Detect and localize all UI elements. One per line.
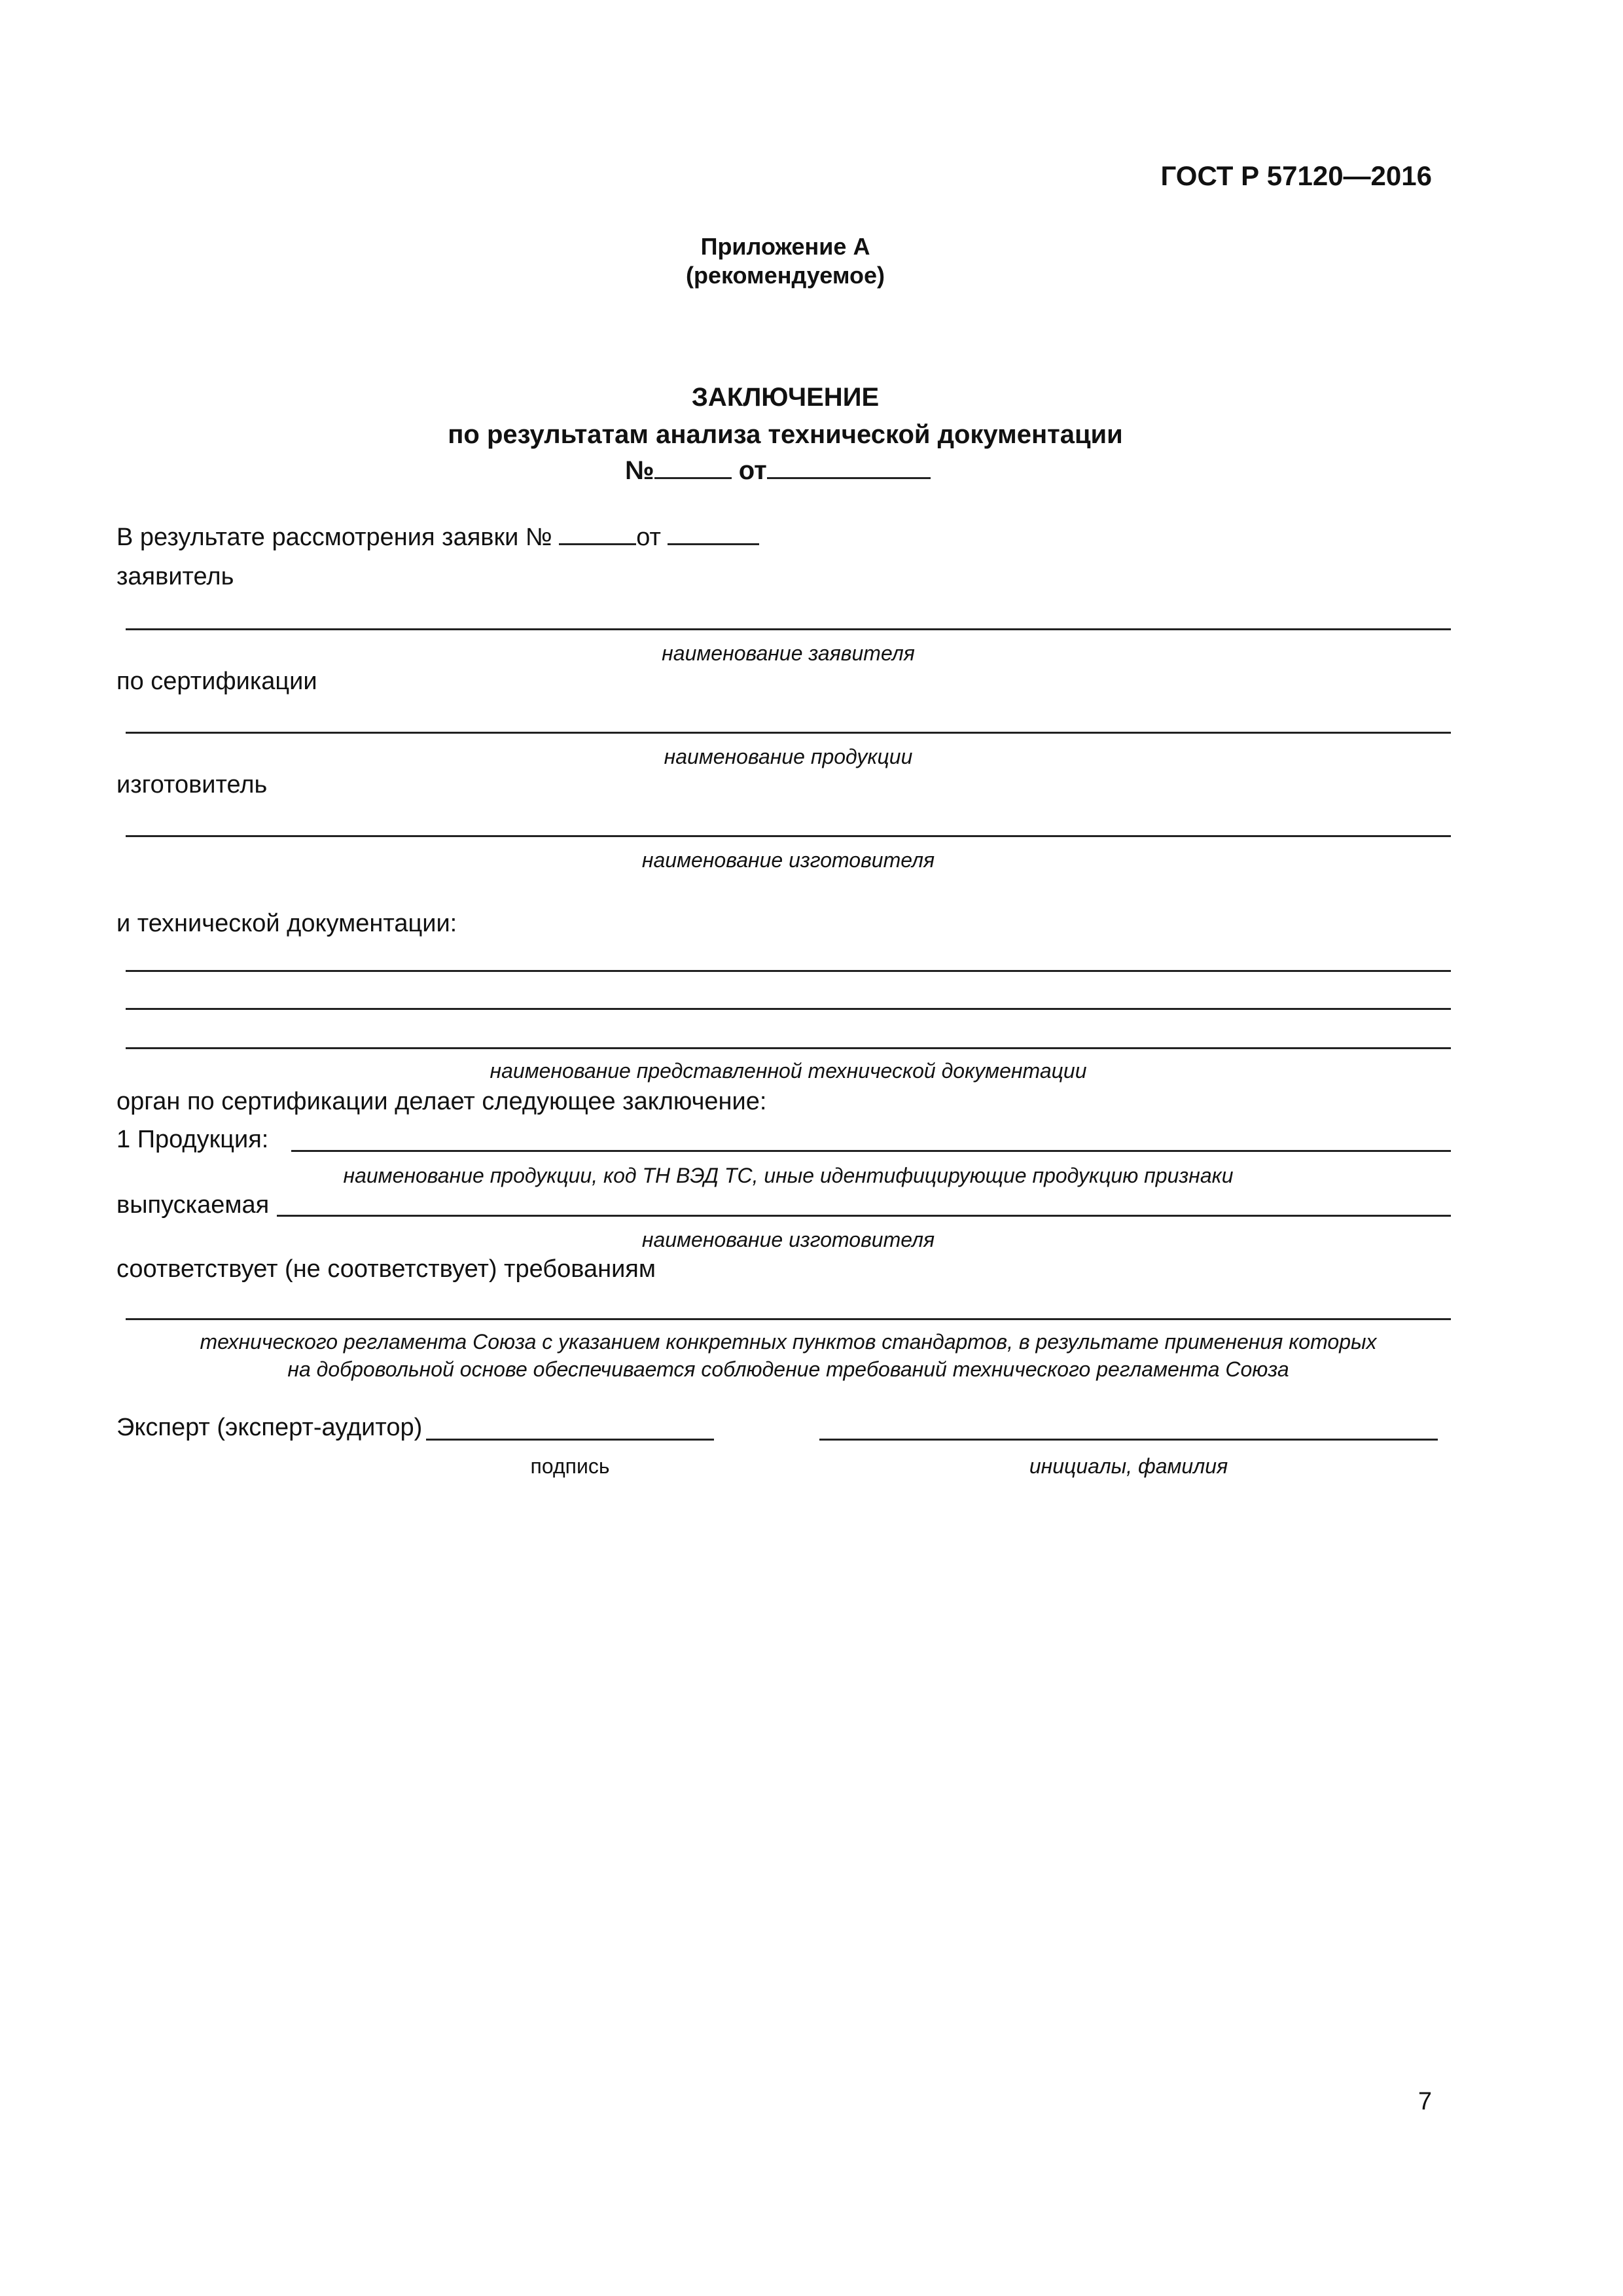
applicant-caption: наименование заявителя — [662, 641, 915, 665]
date-field[interactable] — [767, 477, 931, 479]
application-number-field[interactable] — [559, 543, 636, 545]
techdoc-field-2[interactable] — [126, 1008, 1451, 1010]
manufacturer-caption: наименование изготовителя — [641, 848, 935, 872]
annex-status: (рекомендуемое) — [686, 262, 885, 289]
product-field[interactable] — [126, 732, 1451, 734]
regulation-field[interactable] — [126, 1318, 1451, 1320]
application-line — [116, 524, 759, 552]
conformity-label: соответствует (не соответствует) требованиям — [116, 1255, 656, 1283]
document-subtitle: по результатам анализа технической документации — [448, 420, 1123, 449]
page-number: 7 — [1418, 2088, 1432, 2115]
applicant-label: заявитель — [116, 563, 234, 590]
application-date-field[interactable] — [668, 543, 759, 545]
application-from-label: от — [636, 524, 661, 551]
expert-label: Эксперт (эксперт-аудитор) — [116, 1414, 423, 1441]
application-label: В результате рассмотрения заявки № — [116, 524, 552, 551]
techdoc-caption: наименование представленной технической документации — [490, 1059, 1087, 1083]
regulation-caption-line2: на добровольной основе обеспечивается соблюдение требований технического регламента Союза — [287, 1357, 1289, 1381]
number-label: № — [625, 456, 654, 485]
number-field[interactable] — [654, 477, 732, 479]
annex-title: Приложение А — [700, 233, 870, 260]
issued-field[interactable] — [277, 1215, 1451, 1217]
manufacturer-field[interactable] — [126, 835, 1451, 837]
item1-product-field[interactable] — [291, 1150, 1451, 1152]
issued-caption: наименование изготовителя — [641, 1228, 935, 1251]
techdoc-field-1[interactable] — [126, 970, 1451, 972]
body-conclusion: орган по сертификации делает следующее заключение: — [116, 1088, 767, 1115]
name-field[interactable] — [819, 1439, 1438, 1441]
item1-caption: наименование продукции, код ТН ВЭД ТС, иные идентифицирующие продукцию признаки — [343, 1164, 1234, 1187]
document-title: ЗАКЛЮЧЕНИЕ — [691, 383, 880, 412]
certification-label: по сертификации — [116, 668, 317, 695]
signature-caption: подпись — [530, 1454, 610, 1478]
standard-code: ГОСТ Р 57120—2016 — [1160, 160, 1432, 191]
signature-field[interactable] — [426, 1439, 714, 1441]
issued-label: выпускаемая — [116, 1191, 270, 1219]
applicant-field[interactable] — [126, 628, 1451, 630]
regulation-caption-line1: технического регламента Союза с указанием конкретных пунктов стандартов, в результате применения которых — [200, 1330, 1377, 1354]
product-caption: наименование продукции — [664, 745, 913, 768]
techdoc-label: и технической документации: — [116, 910, 457, 937]
item1-label: 1 Продукция: — [116, 1126, 269, 1153]
number-date-line — [625, 456, 931, 486]
date-label: от — [738, 456, 767, 485]
techdoc-field-3[interactable] — [126, 1047, 1451, 1049]
name-caption: инициалы, фамилия — [1029, 1454, 1228, 1478]
manufacturer-label: изготовитель — [116, 771, 268, 798]
